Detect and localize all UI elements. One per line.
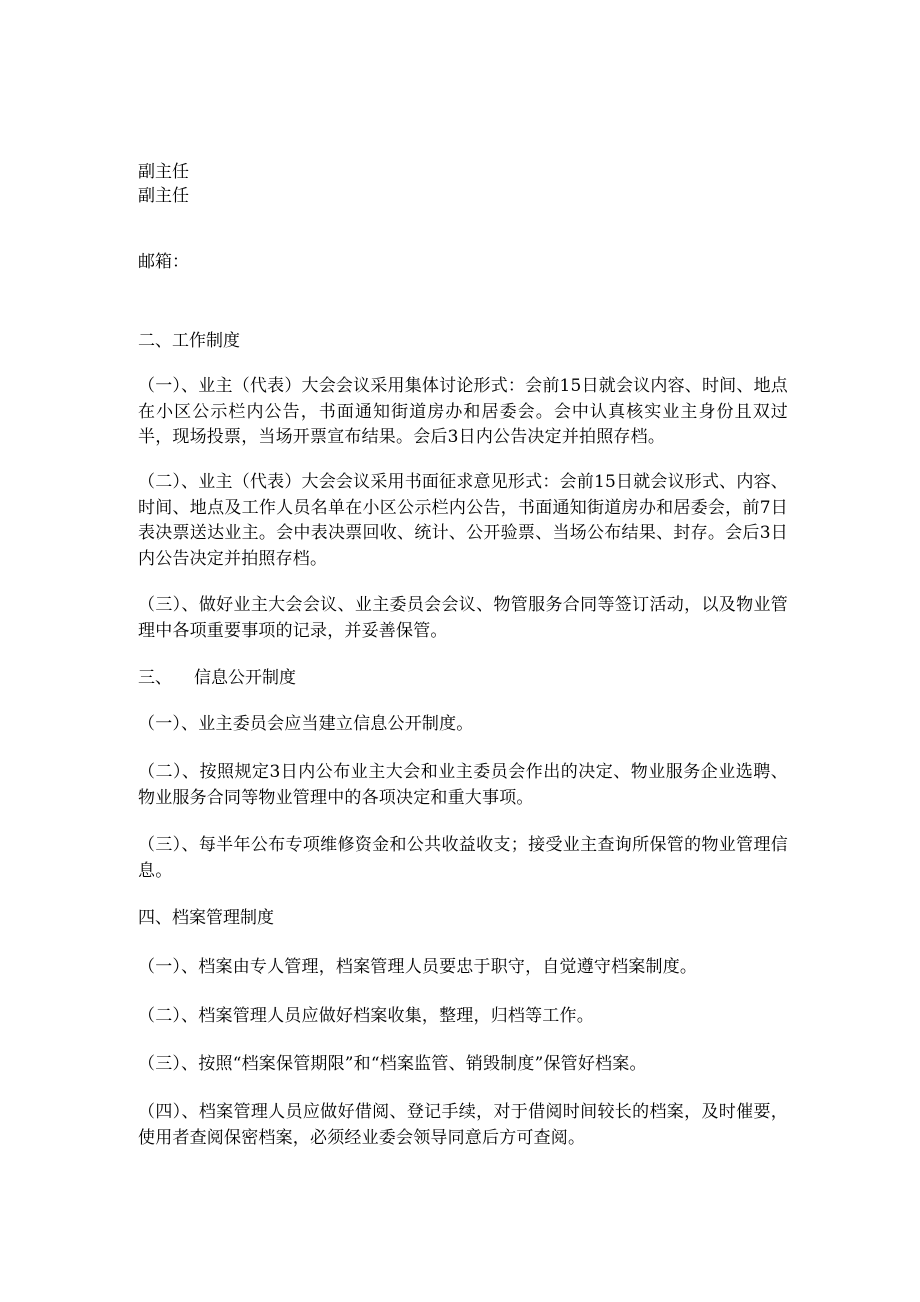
section-heading-disclosure-number: 三、: [138, 668, 172, 688]
vice-director-title-1: 副主任: [138, 162, 189, 182]
archive-item-3: （三）、按照“档案保管期限”和“档案监管、销毁制度”保管好档案。: [138, 1054, 647, 1074]
archive-item-1: （一）、档案由专人管理，档案管理人员要忠于职守，自觉遵守档案制度。: [138, 957, 698, 977]
work-system-item-2: （二）、业主（代表）大会会议采用书面征求意见形式：会前15日就会议形式、内容、时间、地点及工作人员名单在小区公示栏内公告，书面通知街道房办和居委会，前7日表决票送达业主。会中表决票回收、统计、公开验票、当场公布结果、封存。会后3日内公告决定并拍照存档。: [138, 472, 788, 569]
archive-item-2: （二）、档案管理人员应做好档案收集，整理，归档等工作。: [138, 1006, 594, 1026]
vice-director-title-2: 副主任: [138, 186, 189, 206]
disclosure-item-1: （一）、业主委员会应当建立信息公开制度。: [138, 714, 474, 734]
work-system-item-1: （一）、业主（代表）大会会议采用集体讨论形式：会前15日就会议内容、时间、地点在小区公示栏内公告，书面通知街道房办和居委会。会中认真核实业主身份且双过半，现场投票，当场开票宣布结果。会后3日内公告决定并拍照存档。: [138, 376, 788, 447]
section-heading-disclosure: [138, 666, 296, 690]
email-label: 邮箱：: [138, 252, 189, 272]
section-heading-disclosure-text: 信息公开制度: [194, 668, 296, 688]
disclosure-item-3: （三）、每半年公布专项维修资金和公共收益收支；接受业主查询所保管的物业管理信息。: [138, 835, 788, 881]
work-system-item-3: （三）、做好业主大会会议、业主委员会会议、物管服务合同等签订活动，以及物业管理中各项重要事项的记录，并妥善保管。: [138, 595, 788, 641]
disclosure-item-2: （二）、按照规定3日内公布业主大会和业主委员会作出的决定、物业服务企业选聘、物业服务合同等物业管理中的各项决定和重大事项。: [138, 762, 788, 808]
section-heading-work-system: 二、工作制度: [138, 331, 240, 351]
archive-item-4: （四）、档案管理人员应做好借阅、登记手续，对于借阅时间较长的档案，及时催要，使用者查阅保密档案，必须经业委会领导同意后方可查阅。: [138, 1102, 788, 1148]
section-heading-archive: 四、档案管理制度: [138, 908, 274, 928]
